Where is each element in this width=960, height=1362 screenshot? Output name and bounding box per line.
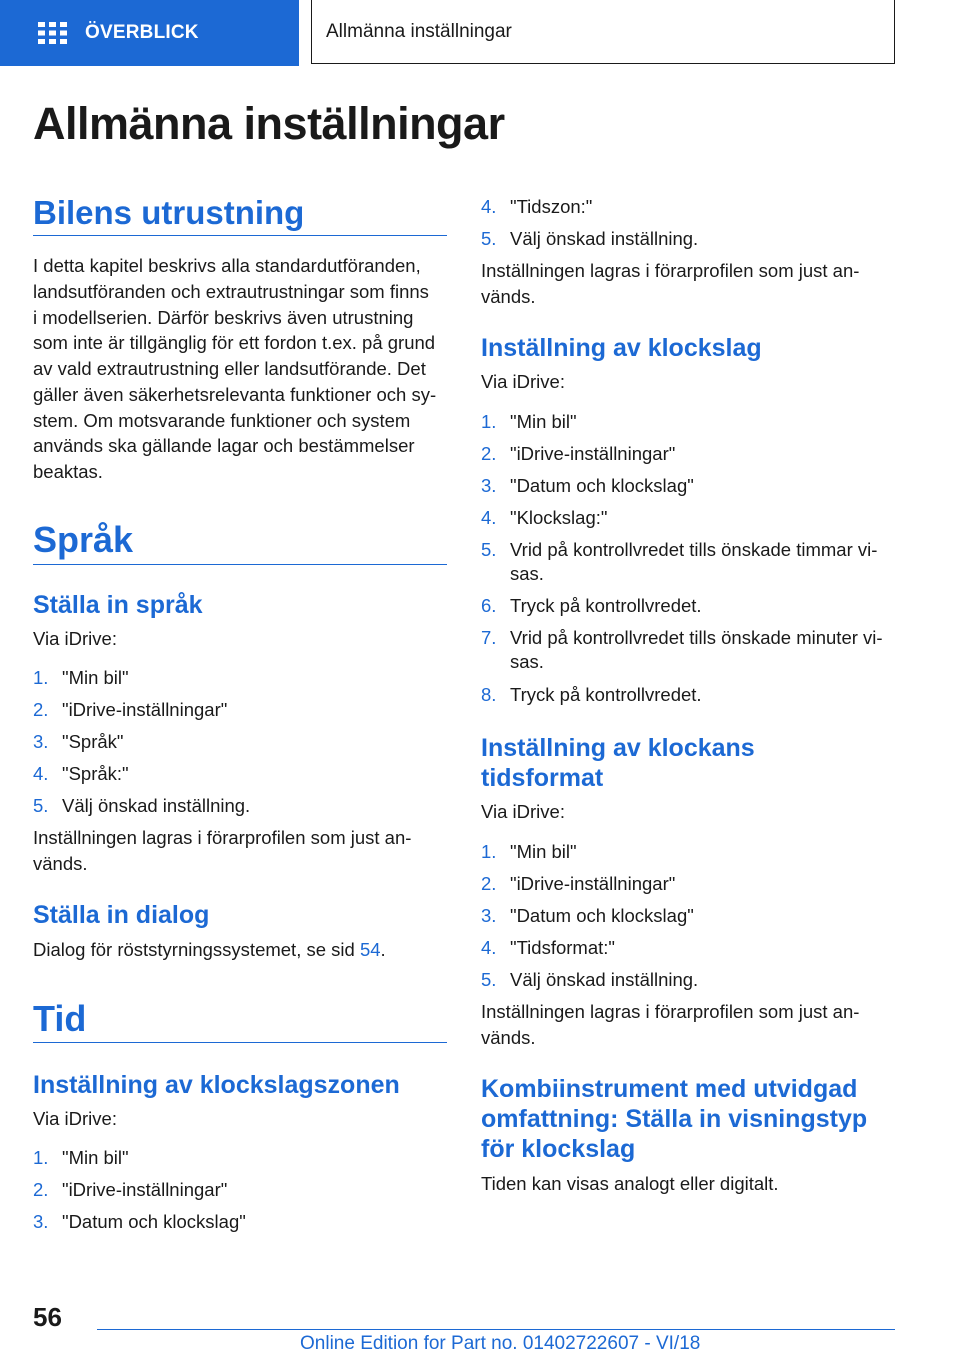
list-item (481, 904, 895, 928)
list-text: "Min bil" (62, 1147, 129, 1168)
paragraph-line: Inställningen lagras i förarprofilen som just an- (33, 827, 412, 848)
paragraph-line: i modellserien. Därför beskrivs även utrustning (33, 307, 414, 328)
list-text: "Datum och klockslag" (510, 475, 694, 496)
list-item (481, 538, 895, 586)
paragraph-line: landsutföranden och extrautrustningar som finns (33, 281, 429, 302)
list-number: 5. (481, 539, 497, 560)
list-number: 4. (481, 196, 497, 217)
list-item (33, 1210, 447, 1234)
list-number: 1. (481, 841, 497, 862)
list-text: Välj önskad inställning. (510, 228, 699, 249)
list-text: "Tidsformat:" (510, 937, 615, 958)
breadcrumb (311, 0, 895, 64)
dialog-text-end: . (380, 939, 386, 960)
subheading-stalla-in-dialog: Ställa in dialog (33, 901, 210, 929)
list-item (481, 683, 895, 707)
list-item (481, 442, 895, 466)
list-number: 1. (33, 667, 49, 688)
list-text (510, 538, 895, 586)
list-text: "iDrive-inställningar" (62, 699, 228, 720)
overview-label: ÖVERBLICK (85, 22, 199, 43)
list-item (481, 936, 895, 960)
subheading-kombi-line1: Kombiinstrument med utvidgad (481, 1075, 858, 1103)
subheading-klockslagszonen: Inställning av klockslagszonen (33, 1071, 400, 1099)
subheading-klockslag: Inställning av klockslag (481, 334, 762, 362)
list-text-line: Vrid på kontrollvredet tills önskade minuter vi- (510, 627, 883, 648)
list-item (481, 506, 895, 530)
list-text: "Språk:" (62, 763, 129, 784)
paragraph-line: vänds. (33, 853, 88, 874)
subheading-kombi-line2: omfattning: Ställa in visningstyp (481, 1105, 868, 1133)
list-text-line: sas. (510, 651, 544, 672)
list-number: 7. (481, 627, 497, 648)
list-text: Välj önskad inställning. (510, 969, 699, 990)
subheading-tidsformat-line1: Inställning av klockans (481, 734, 755, 762)
paragraph-line: vänds. (481, 1027, 536, 1048)
list-item (33, 762, 447, 786)
list-item (481, 195, 895, 219)
footer-divider (97, 1329, 895, 1330)
list-number: 2. (33, 1179, 49, 1200)
list-number: 1. (33, 1147, 49, 1168)
paragraph-line: av vald extrautrustning eller landsutförande. Det (33, 358, 426, 379)
list-item (33, 666, 447, 690)
paragraph-line: stem. Om motsvarande funktioner och system (33, 410, 411, 431)
list-item (481, 594, 895, 618)
list-number: 8. (481, 684, 497, 705)
list-number: 2. (33, 699, 49, 720)
list-number: 3. (481, 905, 497, 926)
page-number: 56 (33, 1302, 62, 1332)
list-item (481, 626, 895, 674)
kombi-paragraph: Tiden kan visas analogt eller digitalt. (481, 1173, 779, 1194)
list-number: 5. (33, 795, 49, 816)
subheading-stalla-in-sprak: Ställa in språk (33, 591, 203, 619)
list-text-line: Vrid på kontrollvredet tills önskade timmar vi- (510, 539, 878, 560)
list-number: 3. (33, 731, 49, 752)
list-text: Välj önskad inställning. (62, 795, 251, 816)
paragraph-line: I detta kapitel beskrivs alla standardutföranden, (33, 255, 421, 276)
list-item (481, 968, 895, 992)
list-text: "iDrive-inställningar" (510, 873, 676, 894)
list-number: 1. (481, 411, 497, 432)
list-text-line: sas. (510, 563, 544, 584)
dialog-text: Dialog för röststyrningssystemet, se sid (33, 939, 360, 960)
via-idrive-text: Via iDrive: (481, 801, 565, 822)
list-number: 2. (481, 873, 497, 894)
list-number: 4. (481, 937, 497, 958)
paragraph-line: vänds. (481, 286, 536, 307)
page-title: Allmänna inställningar (33, 98, 505, 149)
list-item (481, 872, 895, 896)
list-text: "Tidszon:" (510, 196, 593, 217)
list-item (481, 227, 895, 251)
list-number: 4. (481, 507, 497, 528)
list-number: 6. (481, 595, 497, 616)
list-item (33, 730, 447, 754)
overview-button[interactable] (0, 0, 299, 66)
via-idrive-text: Via iDrive: (33, 628, 117, 649)
list-text: "iDrive-inställningar" (510, 443, 676, 464)
list-text: "Datum och klockslag" (510, 905, 694, 926)
list-item (33, 1146, 447, 1170)
list-item (33, 1178, 447, 1202)
paragraph-line: Inställningen lagras i förarprofilen som just an- (481, 260, 860, 281)
list-text: Tryck på kontrollvredet. (510, 595, 702, 616)
list-number: 2. (481, 443, 497, 464)
page-header (0, 0, 960, 66)
list-number: 5. (481, 228, 497, 249)
list-item (481, 410, 895, 434)
list-number: 5. (481, 969, 497, 990)
section-heading-tid: Tid (33, 997, 447, 1043)
paragraph-line: gäller även säkerhetsrelevanta funktioner och sy- (33, 384, 437, 405)
list-text: "Min bil" (62, 667, 129, 688)
list-item (481, 474, 895, 498)
paragraph-line: beaktas. (33, 461, 103, 482)
subheading-tidsformat-line2: tidsformat (481, 764, 604, 792)
dialog-paragraph (33, 937, 447, 963)
breadcrumb-label: Allmänna inställningar (326, 20, 512, 42)
paragraph-line: som inte är tillgänglig för ett fordon t.ex. på grund (33, 332, 436, 353)
via-idrive-text: Via iDrive: (481, 371, 565, 392)
list-number: 3. (33, 1211, 49, 1232)
via-idrive-text: Via iDrive: (33, 1108, 117, 1129)
list-text: "Språk" (62, 731, 124, 752)
list-text: Tryck på kontrollvredet. (510, 684, 702, 705)
list-text: "Min bil" (510, 411, 577, 432)
list-item (33, 794, 447, 818)
list-item (33, 698, 447, 722)
section-heading-sprak: Språk (33, 520, 447, 565)
list-text (510, 626, 895, 674)
subheading-kombi-line3: för klockslag (481, 1135, 636, 1163)
paragraph-line: Inställningen lagras i förarprofilen som just an- (481, 1001, 860, 1022)
grid-icon (38, 22, 67, 44)
list-text: "Min bil" (510, 841, 577, 862)
section-heading-bilens-utrustning: Bilens utrustning (33, 193, 447, 236)
page-link[interactable]: 54 (359, 939, 381, 960)
list-item (481, 840, 895, 864)
footer-edition-text: Online Edition for Part no. 01402722607 - VI/18 (300, 1333, 701, 1354)
list-text: "Datum och klockslag" (62, 1211, 246, 1232)
list-text: "Klockslag:" (510, 507, 608, 528)
list-number: 4. (33, 763, 49, 784)
list-text: "iDrive-inställningar" (62, 1179, 228, 1200)
list-number: 3. (481, 475, 497, 496)
paragraph-line: används ska gällande lagar och bestämmelser (33, 435, 415, 456)
